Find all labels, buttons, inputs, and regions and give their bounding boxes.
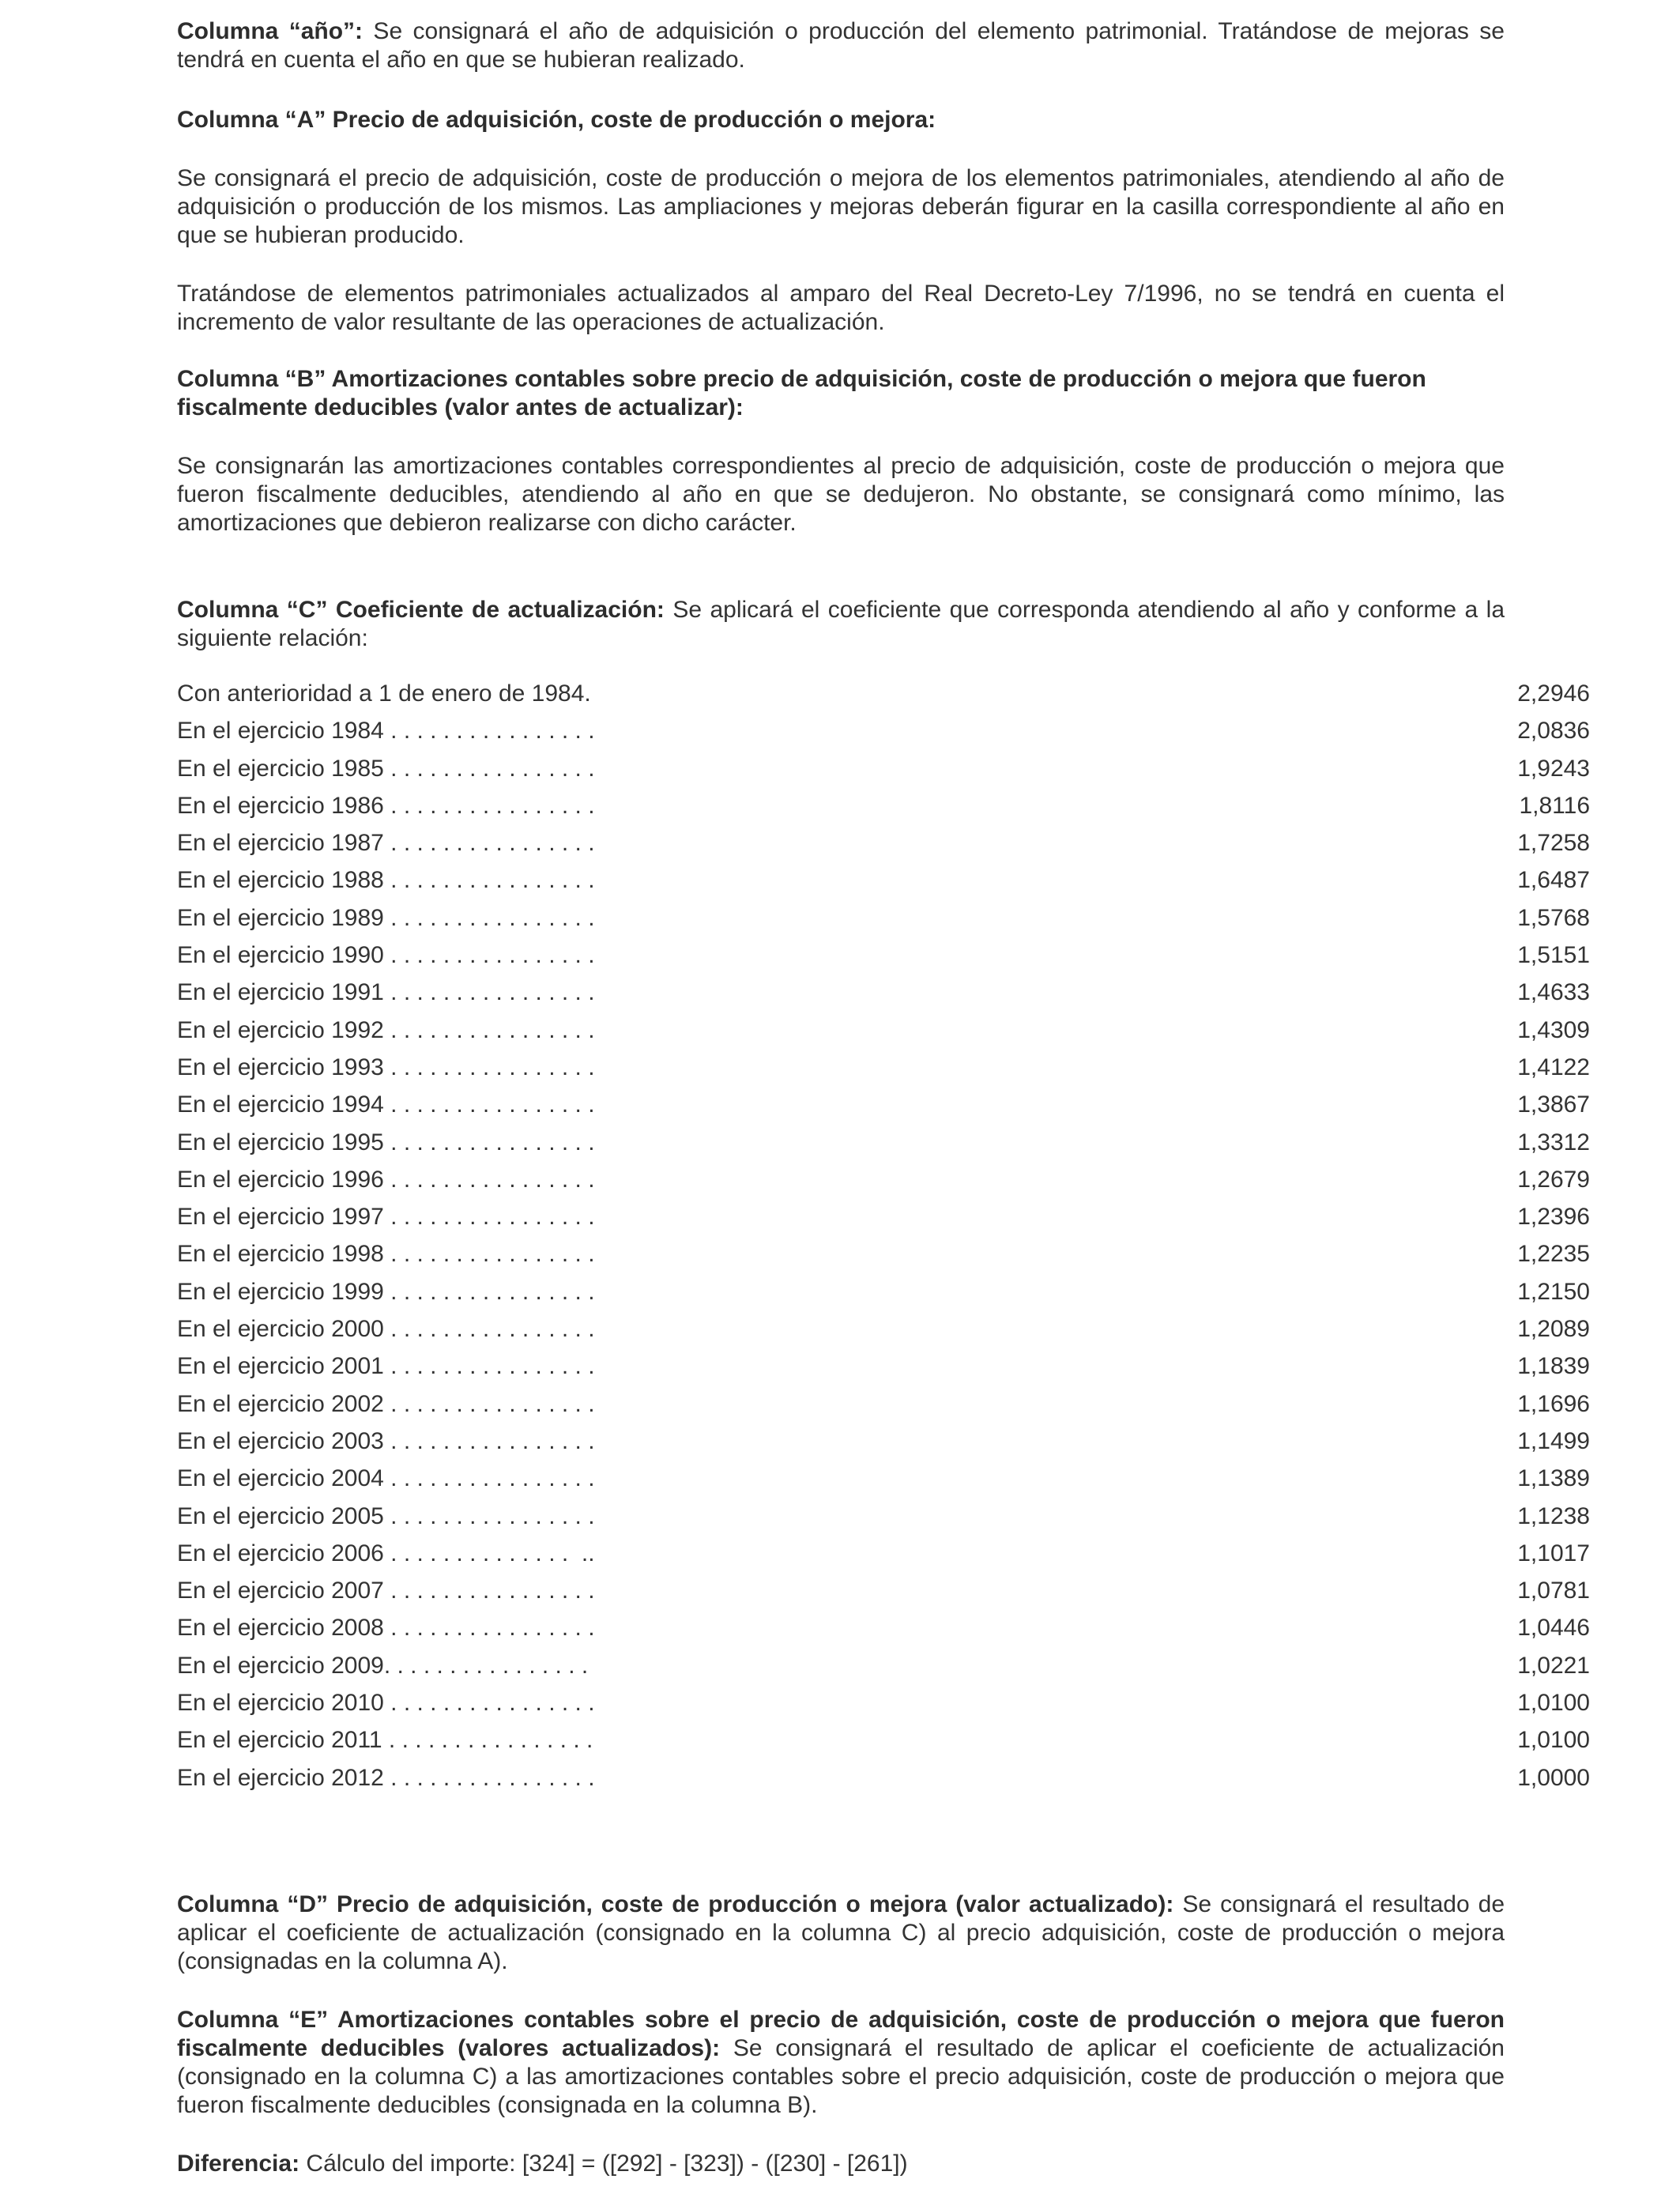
coefficient-value: 1,9243 [1517,755,1590,782]
heading-columna-b: Columna “B” Amortizaciones contables sobre precio de adquisición, coste de producción o mejora que fueron fiscalmente deducibles (valor antes de actualizar): [177,366,1426,420]
coefficient-value: 1,4122 [1517,1054,1590,1080]
label-diferencia: Diferencia: [177,2151,300,2177]
coefficient-year-label: En el ejercicio 2002 . . . . . . . . . . . . . . . . [177,1390,595,1417]
coefficient-year-label: En el ejercicio 2010 . . . . . . . . . . . . . . . . [177,1690,595,1717]
coefficient-row [177,1091,1590,1128]
coefficient-row [177,941,1590,978]
paragraph-columna-d [177,1891,1505,1976]
coefficient-year-label: En el ejercicio 2012 . . . . . . . . . . . . . . . . [177,1764,595,1791]
text-columna-ano: Se consignará el año de adquisición o producción del elemento patrimonial. Tratándose de mejoras se tendrá en cuenta el año en que se hubieran realizado. [177,18,1505,73]
coefficient-row [177,1652,1590,1689]
coefficient-year-label: En el ejercicio 1985 . . . . . . . . . . . . . . . . [177,755,595,782]
coefficient-year-label: En el ejercicio 1998 . . . . . . . . . . . . . . . . [177,1241,595,1268]
coefficient-row [177,1352,1590,1389]
coefficient-year-label: En el ejercicio 1992 . . . . . . . . . . . . . . . . [177,1016,595,1043]
coefficient-row [177,1016,1590,1054]
text-columna-e: Se consignará el resultado de aplicar el coeficiente de actualización (consignado en la columna C) a las amortizaciones contables sobre el precio adquisición, coste de producción o mejora que fueron fiscalmente deducibles (consignada en la columna B). [177,2035,1505,2118]
text-diferencia: Cálculo del importe: [324] = ([292] - [323]) - ([230] - [261]) [299,2151,908,2177]
coefficient-row [177,1465,1590,1502]
coefficient-value: 2,0836 [1517,718,1590,745]
coefficient-row [177,1203,1590,1240]
coefficient-row [177,1726,1590,1763]
paragraph-columna-ano [177,17,1505,74]
coefficient-year-label: En el ejercicio 2000 . . . . . . . . . . . . . . . . [177,1316,595,1343]
coefficient-year-label: En el ejercicio 1987 . . . . . . . . . . . . . . . . [177,830,595,857]
paragraph-diferencia [177,2150,1505,2178]
label-columna-ano: Columna “año”: [177,18,363,44]
coefficient-year-label: En el ejercicio 1984 . . . . . . . . . . . . . . . . [177,718,595,745]
coefficient-row [177,792,1590,829]
coefficient-value: 1,2235 [1517,1241,1590,1268]
coefficient-year-label: En el ejercicio 1990 . . . . . . . . . . . . . . . . [177,942,595,969]
coefficient-value: 1,0446 [1517,1615,1590,1642]
coefficient-value: 1,1839 [1517,1353,1590,1380]
paragraph-columna-c [177,596,1505,653]
coefficient-row [177,1502,1590,1540]
coefficient-row [177,1390,1590,1427]
coefficient-year-label: En el ejercicio 1989 . . . . . . . . . . . . . . . . [177,904,595,931]
coefficient-value: 1,1238 [1517,1502,1590,1529]
coefficient-value: 1,1696 [1517,1390,1590,1417]
coefficient-row [177,1129,1590,1166]
coefficient-year-label: En el ejercicio 2009. . . . . . . . . . . . . . . . [177,1652,589,1679]
coefficient-row [177,829,1590,866]
coefficient-value: 1,0100 [1517,1727,1590,1754]
coefficient-row [177,1240,1590,1277]
coefficient-value: 1,8116 [1519,792,1590,819]
coefficient-value: 1,2089 [1517,1316,1590,1343]
coefficient-value: 1,4633 [1517,979,1590,1006]
coefficient-value: 2,2946 [1517,680,1590,707]
coefficient-value: 1,0000 [1517,1764,1590,1791]
coefficient-row [177,978,1590,1016]
coefficient-year-label: Con anterioridad a 1 de enero de 1984. [177,680,591,707]
coefficient-year-label: En el ejercicio 2001 . . . . . . . . . . . . . . . . [177,1353,595,1380]
coefficient-value: 1,1017 [1517,1540,1590,1566]
coefficient-value: 1,2150 [1517,1278,1590,1305]
coefficient-value: 1,2396 [1517,1204,1590,1231]
coefficient-value: 1,6487 [1517,867,1590,894]
coefficient-row [177,1540,1590,1577]
coefficient-year-label: En el ejercicio 1997 . . . . . . . . . . . . . . . . [177,1204,595,1231]
coefficient-year-label: En el ejercicio 1994 . . . . . . . . . . . . . . . . [177,1091,595,1118]
paragraph-columna-b: Se consignarán las amortizaciones contables correspondientes al precio de adquisición, coste de producción o mejora que fueron fiscalmente deducibles, atendiendo al año en que se dedujeron. No obstante, se consignará como mínimo, las amortizaciones que debieron realizarse con dicho carácter. [177,453,1505,536]
paragraph-columna-e [177,2006,1505,2120]
coefficient-year-label: En el ejercicio 1999 . . . . . . . . . . . . . . . . [177,1278,595,1305]
coefficient-year-label: En el ejercicio 2003 . . . . . . . . . . . . . . . . [177,1427,595,1454]
paragraph-columna-a-2: Tratándose de elementos patrimoniales actualizados al amparo del Real Decreto-Ley 7/1996, no se tendrá en cuenta el incremento de valor resultante de las operaciones de actualización. [177,281,1505,335]
coefficient-row [177,904,1590,941]
coefficient-row [177,1427,1590,1465]
coefficient-year-label: En el ejercicio 2005 . . . . . . . . . . . . . . . . [177,1502,595,1529]
coefficient-value: 1,0781 [1517,1578,1590,1604]
coefficient-year-label: En el ejercicio 2004 . . . . . . . . . . . . . . . . [177,1465,595,1492]
coefficient-year-label: En el ejercicio 1996 . . . . . . . . . . . . . . . . [177,1166,595,1193]
coefficient-year-label: En el ejercicio 2008 . . . . . . . . . . . . . . . . [177,1615,595,1642]
coefficient-row [177,717,1590,754]
coefficient-year-label: En el ejercicio 1988 . . . . . . . . . . . . . . . . [177,867,595,894]
coefficient-row [177,1689,1590,1726]
coefficient-year-label: En el ejercicio 1993 . . . . . . . . . . . . . . . . [177,1054,595,1080]
coefficient-row [177,1166,1590,1203]
text-columna-c: Se aplicará el coeficiente que corresponda atendiendo al año y conforme a la siguiente relación: [177,597,1505,651]
coefficient-row [177,1054,1590,1091]
coefficient-row [177,1764,1590,1801]
coefficient-year-label: En el ejercicio 2011 . . . . . . . . . . . . . . . . [177,1727,593,1754]
coefficient-year-label: En el ejercicio 2007 . . . . . . . . . . . . . . . . [177,1578,595,1604]
coefficient-table [177,680,1590,1801]
coefficient-value: 1,5151 [1517,942,1590,969]
coefficient-row [177,680,1590,717]
coefficient-row [177,755,1590,792]
label-columna-e: Columna “E” Amortizaciones contables sobre el precio de adquisición, coste de producción o mejora que fueron fiscalmente deducibles (valores actualizados): [177,2007,1505,2061]
coefficient-value: 1,3867 [1517,1091,1590,1118]
paragraph-columna-a-1: Se consignará el precio de adquisición, coste de producción o mejora de los elementos patrimoniales, atendiendo al año de adquisición o producción de los mismos. Las ampliaciones y mejoras deberán figurar en la casilla correspondiente al año en que se hubieran producido. [177,165,1505,248]
coefficient-value: 1,7258 [1517,830,1590,857]
coefficient-row [177,1577,1590,1614]
coefficient-value: 1,1389 [1517,1465,1590,1492]
coefficient-value: 1,0100 [1517,1690,1590,1717]
coefficient-value: 1,3312 [1517,1129,1590,1155]
coefficient-value: 1,2679 [1517,1166,1590,1193]
coefficient-year-label: En el ejercicio 1986 . . . . . . . . . . . . . . . . [177,792,595,819]
label-columna-d: Columna “D” Precio de adquisición, coste de producción o mejora (valor actualizado): [177,1891,1174,1917]
coefficient-year-label: En el ejercicio 2006 . . . . . . . . . . . . . . .. [177,1540,595,1566]
coefficient-value: 1,0221 [1517,1652,1590,1679]
coefficient-row [177,866,1590,903]
coefficient-row [177,1315,1590,1352]
coefficient-year-label: En el ejercicio 1991 . . . . . . . . . . . . . . . . [177,979,595,1006]
label-columna-c: Columna “C” Coeficiente de actualización: [177,597,665,623]
text-columna-d: Se consignará el resultado de aplicar el coeficiente de actualización (consignado en la columna C) al precio adquisición, coste de producción o mejora (consignadas en la columna A). [177,1891,1505,1974]
coefficient-value: 1,4309 [1517,1016,1590,1043]
heading-columna-a: Columna “A” Precio de adquisición, coste de producción o mejora: [177,107,936,133]
coefficient-row [177,1614,1590,1651]
coefficient-value: 1,1499 [1517,1427,1590,1454]
coefficient-year-label: En el ejercicio 1995 . . . . . . . . . . . . . . . . [177,1129,595,1155]
coefficient-value: 1,5768 [1517,904,1590,931]
coefficient-row [177,1278,1590,1315]
